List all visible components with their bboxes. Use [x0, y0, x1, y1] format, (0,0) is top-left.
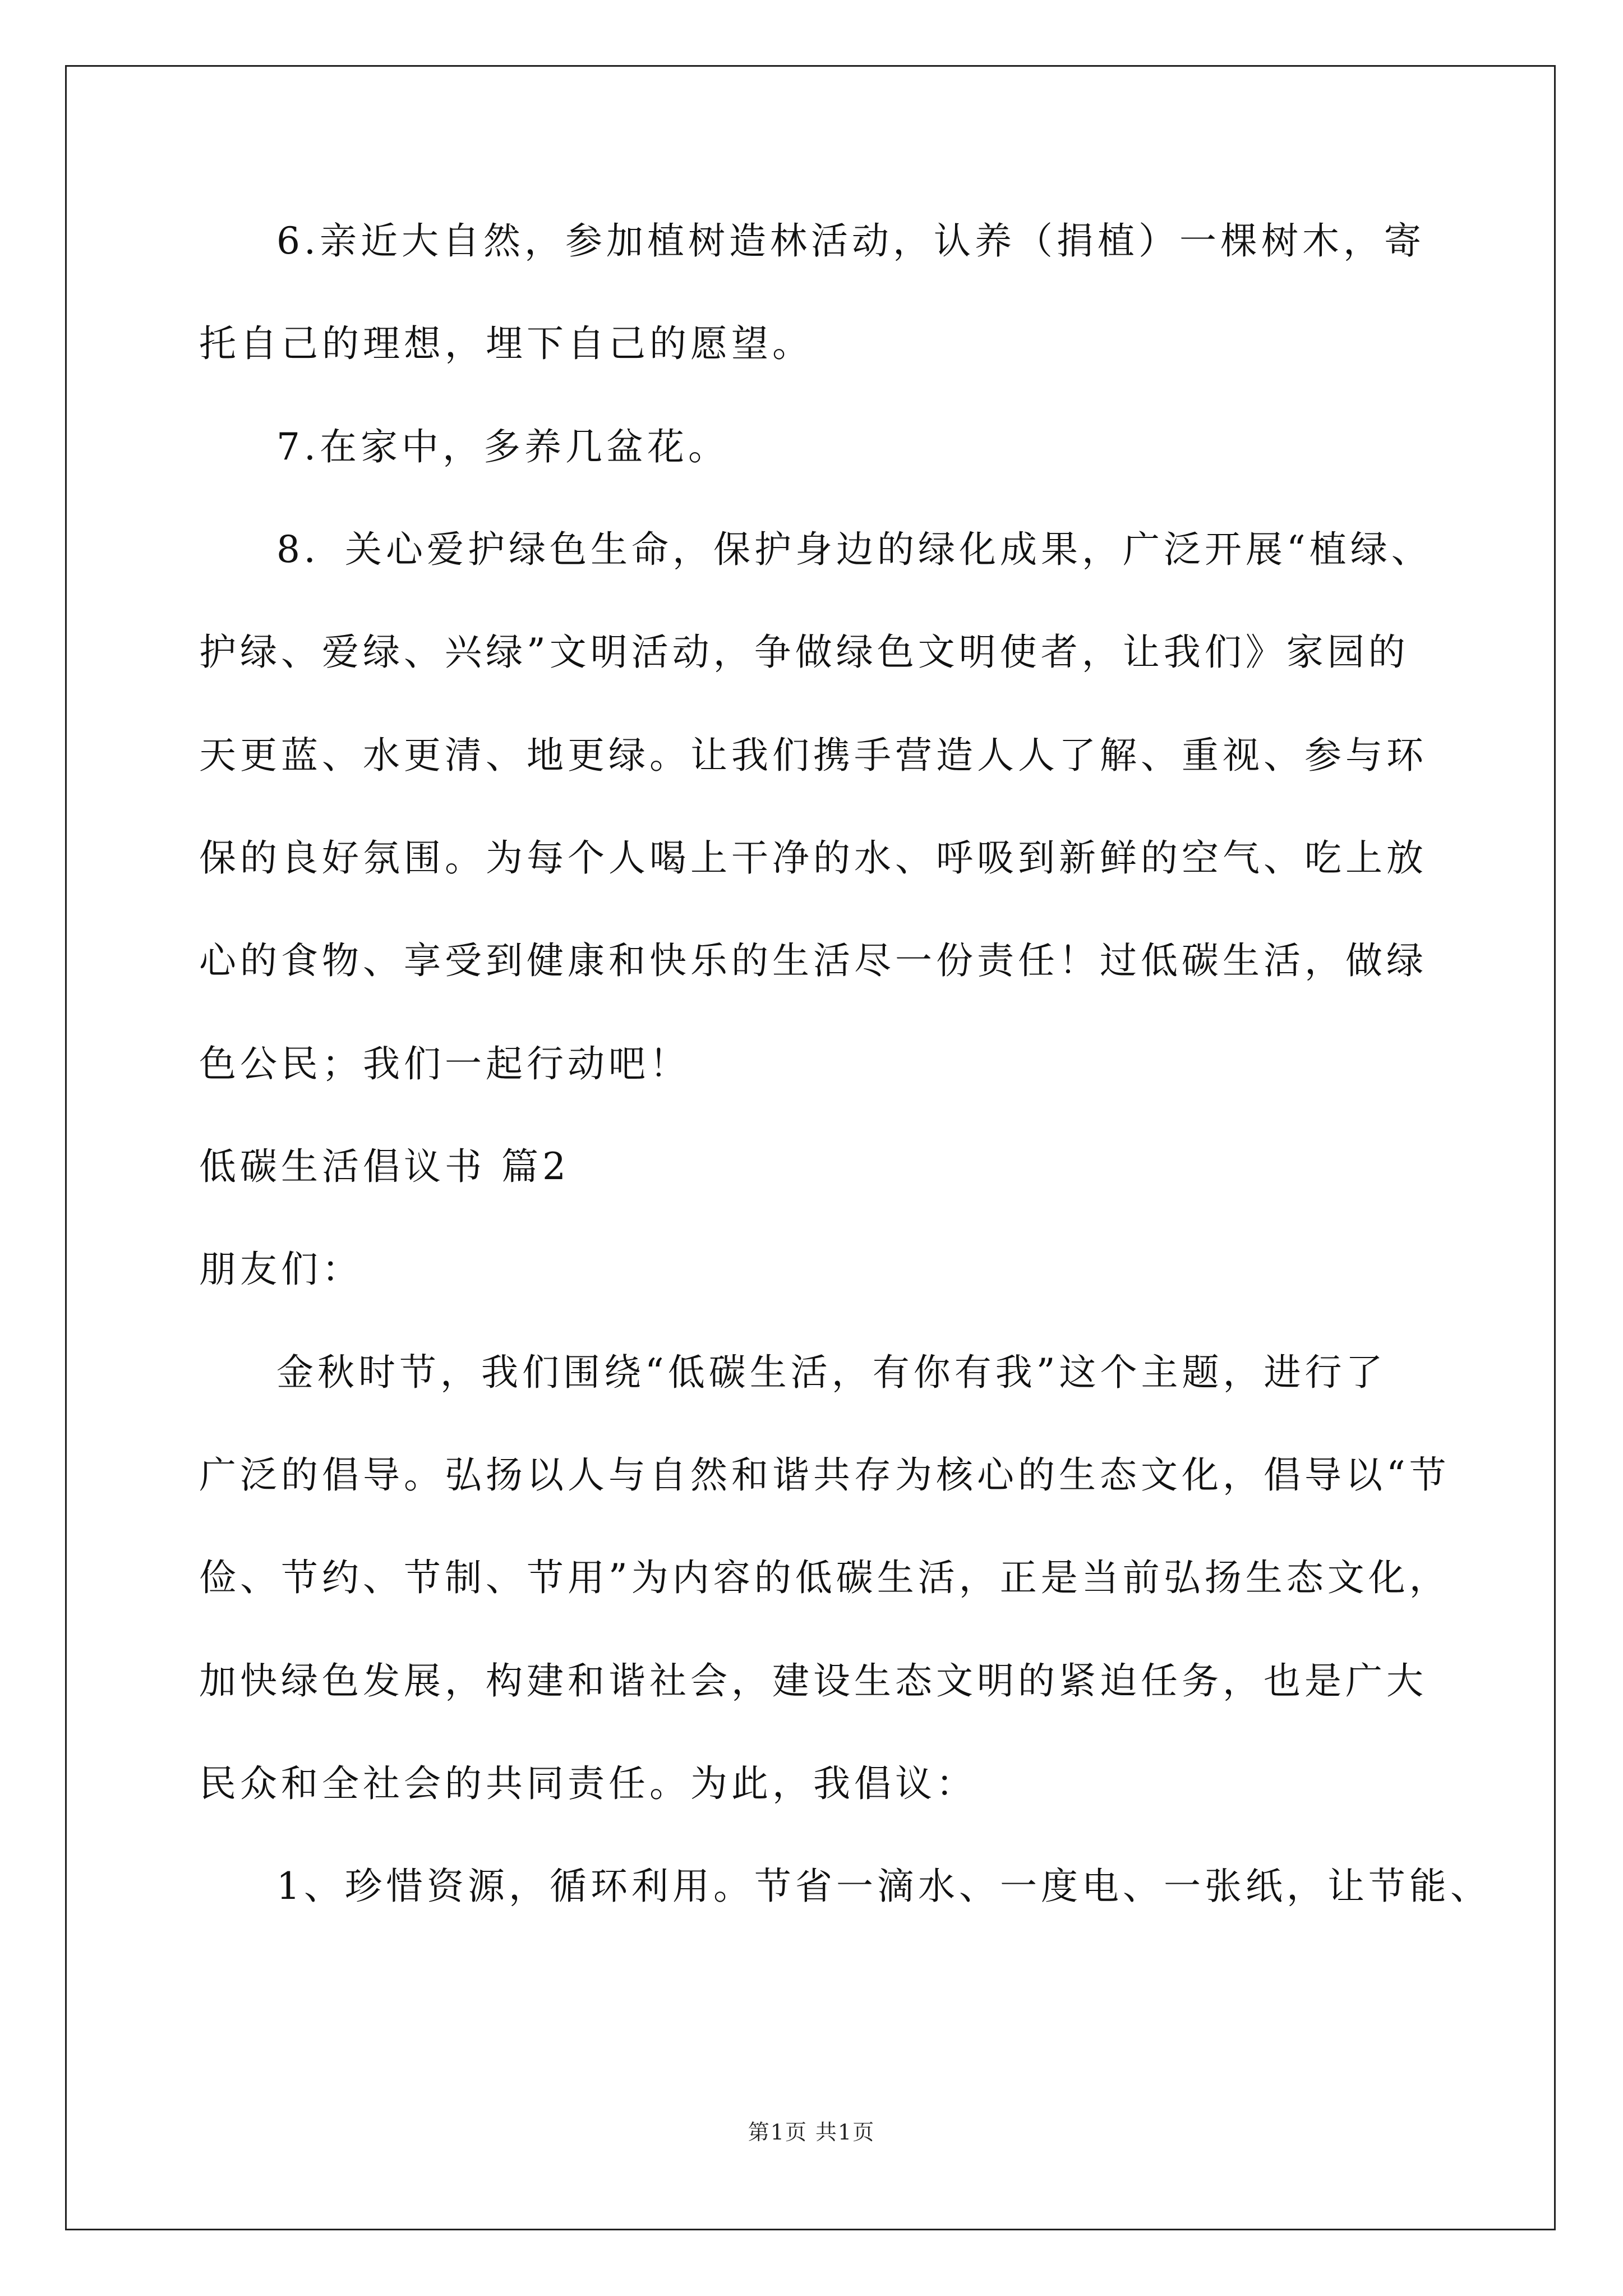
text-line: 心的食物、享受到健康和快乐的生活尽一份责任！过低碳生活，做绿	[199, 939, 1427, 982]
text-line: 保的良好氛围。为每个人喝上干净的水、呼吸到新鲜的空气、吃上放	[199, 836, 1427, 880]
page-footer: 第1页 共1页	[748, 2120, 875, 2145]
text-line: 7.在家中，多养几盆花。	[276, 425, 729, 468]
text-line: 托自己的理想，埋下自己的愿望。	[199, 322, 813, 365]
text-line: 加快绿色发展，构建和谐社会，建设生态文明的紧迫任务，也是广大	[199, 1659, 1427, 1703]
section-heading: 低碳生活倡议书 篇2	[199, 1145, 570, 1188]
text-line: 俭、节约、节制、节用”为内容的低碳生活，正是当前弘扬生态文化，	[199, 1556, 1450, 1599]
text-line: 民众和全社会的共同责任。为此，我倡议：	[199, 1762, 977, 1805]
salutation: 朋友们：	[199, 1248, 363, 1291]
text-line: 1、珍惜资源，循环利用。节省一滴水、一度电、一张纸，让节能、	[276, 1865, 1491, 1908]
text-line: 6.亲近大自然，参加植树造林活动，认养（捐植）一棵树木，寄	[276, 219, 1425, 263]
text-line: 色公民；我们一起行动吧！	[199, 1042, 690, 1085]
text-line: 8．关心爱护绿色生命，保护身边的绿化成果，广泛开展“植绿、	[276, 528, 1432, 571]
text-line: 护绿、爱绿、兴绿”文明活动，争做绿色文明使者，让我们》家园的	[199, 631, 1409, 674]
text-line: 天更蓝、水更清、地更绿。让我们携手营造人人了解、重视、参与环	[199, 734, 1427, 777]
text-line: 广泛的倡导。弘扬以人与自然和谐共存为核心的生态文化，倡导以“节	[199, 1453, 1450, 1497]
text-line: 金秋时节，我们围绕“低碳生活，有你有我”这个主题，进行了	[276, 1351, 1387, 1394]
